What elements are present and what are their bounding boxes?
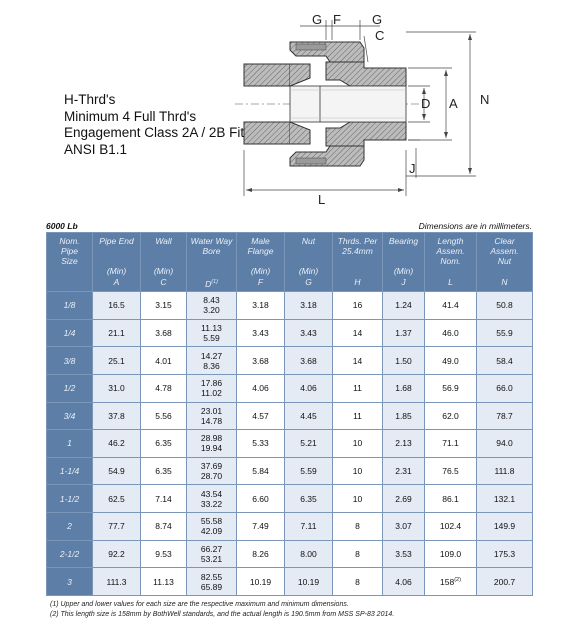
column-header-symbol: N <box>501 277 508 287</box>
cell-n: 132.1 <box>477 485 533 513</box>
cell-f: 7.49 <box>237 513 285 541</box>
column-header <box>285 233 333 292</box>
cell-g: 6.35 <box>285 485 333 513</box>
cell-h: 10 <box>333 485 383 513</box>
cell-g: 5.21 <box>285 430 333 458</box>
cell-l: 41.4 <box>425 292 477 320</box>
cell-d: 8.43 3.20 <box>187 292 237 320</box>
cell-n: 58.4 <box>477 347 533 375</box>
cell-l: 62.0 <box>425 402 477 430</box>
cell-c: 8.74 <box>141 513 187 541</box>
cell-a: 31.0 <box>93 374 141 402</box>
nominal-size-cell: 1-1/2 <box>47 485 93 513</box>
cell-h: 10 <box>333 457 383 485</box>
column-header-title: Length Assem. Nom. <box>436 236 465 266</box>
cell-c: 4.01 <box>141 347 187 375</box>
cell-d: 17.86 11.02 <box>187 374 237 402</box>
cell-h: 10 <box>333 430 383 458</box>
column-header <box>187 233 237 292</box>
dimensions-table <box>46 232 533 596</box>
dim-label-l: L <box>318 192 326 207</box>
column-header-title: Thrds. Per 25.4mm <box>337 236 378 256</box>
cell-f: 3.68 <box>237 347 285 375</box>
cell-n: 55.9 <box>477 319 533 347</box>
table-row <box>47 485 533 513</box>
column-header-symbol: J <box>401 277 406 287</box>
cell-a: 92.2 <box>93 540 141 568</box>
column-header-symbol: A <box>113 277 120 287</box>
cell-g: 4.45 <box>285 402 333 430</box>
cell-j: 3.53 <box>383 540 425 568</box>
nominal-size-cell: 2 <box>47 513 93 541</box>
column-header-title: Nut <box>301 236 316 246</box>
column-header-symbol: $D^{(1)}$ <box>205 278 218 289</box>
nominal-size-cell: 1-1/4 <box>47 457 93 485</box>
dim-label-n: N <box>480 92 490 107</box>
column-header-title: Water Way Bore <box>190 236 233 256</box>
cell-h: 14 <box>333 319 383 347</box>
cell-d: 66.27 53.21 <box>187 540 237 568</box>
nominal-size-cell: 3/8 <box>47 347 93 375</box>
cell-j: 1.85 <box>383 402 425 430</box>
annotation-line: ANSI B1.1 <box>64 141 128 157</box>
cell-a: 16.5 <box>93 292 141 320</box>
table-row <box>47 347 533 375</box>
table-row <box>47 430 533 458</box>
cell-l: 56.9 <box>425 374 477 402</box>
table-row <box>47 292 533 320</box>
cell-l: 109.0 <box>425 540 477 568</box>
table-row <box>47 402 533 430</box>
column-header-symbol: L <box>448 277 453 287</box>
dim-label-f: F <box>333 12 341 27</box>
column-header-symbol: H <box>354 277 361 287</box>
header-row <box>47 233 533 292</box>
dim-label-c: C <box>375 28 385 43</box>
column-header-title: Wall <box>155 236 172 246</box>
dim-label-d: D <box>421 96 431 111</box>
units-note: Dimensions are in millimeters. <box>418 221 532 231</box>
cell-j: 1.50 <box>383 347 425 375</box>
pressure-class-label: 6000 Lb <box>46 221 78 231</box>
cell-f: 8.26 <box>237 540 285 568</box>
footnote-2: (2) This length size is 158mm by BothWell standards, and the actual length is 190.5mm from MSS SP-83 2014. <box>50 611 395 618</box>
nominal-size-cell: 3 <box>47 568 93 596</box>
cell-j: 2.31 <box>383 457 425 485</box>
nominal-size-cell: 1 <box>47 430 93 458</box>
column-header-min: (Min) <box>393 266 414 276</box>
column-header-symbol: F <box>257 277 264 287</box>
nominal-size-cell: 2-1/2 <box>47 540 93 568</box>
cell-g: 7.11 <box>285 513 333 541</box>
cell-c: 11.13 <box>141 568 187 596</box>
table-row <box>47 513 533 541</box>
cell-g: 4.06 <box>285 374 333 402</box>
table-body <box>47 292 533 596</box>
cell-a: 46.2 <box>93 430 141 458</box>
column-header <box>383 233 425 292</box>
cell-l: 86.1 <box>425 485 477 513</box>
cell-h: 16 <box>333 292 383 320</box>
union-fitting-drawing <box>0 0 576 210</box>
cell-g: 3.68 <box>285 347 333 375</box>
column-header-symbol: C <box>160 277 167 287</box>
cell-j: 2.69 <box>383 485 425 513</box>
cell-j: 1.37 <box>383 319 425 347</box>
cell-j: 1.24 <box>383 292 425 320</box>
footnote-1: (1) Upper and lower values for each size are the respective maximum and minimum dimensions. <box>50 601 349 608</box>
cell-n: 175.3 <box>477 540 533 568</box>
annotation-line: H-Thrd's <box>64 92 116 107</box>
dim-label-j: J <box>409 161 416 176</box>
column-header <box>47 233 93 292</box>
cell-l: 158$^{(2)}$ <box>425 568 477 596</box>
column-header-min: (Min) <box>106 266 127 276</box>
annotation-line: Minimum 4 Full Thrd's <box>64 108 197 124</box>
cell-a: 37.8 <box>93 402 141 430</box>
cell-f: 10.19 <box>237 568 285 596</box>
cell-d: 11.13 5.59 <box>187 319 237 347</box>
cell-d: 28.98 19.94 <box>187 430 237 458</box>
cell-j: 4.06 <box>383 568 425 596</box>
annotation-line: Engagement Class 2A / 2B Fit <box>64 125 245 140</box>
cell-g: 3.18 <box>285 292 333 320</box>
cell-n: 78.7 <box>477 402 533 430</box>
cell-l: 76.5 <box>425 457 477 485</box>
column-header-title: Clear Assem. Nut <box>490 236 519 266</box>
cell-l: 71.1 <box>425 430 477 458</box>
table-row <box>47 568 533 596</box>
cell-c: 5.56 <box>141 402 187 430</box>
cell-c: 6.35 <box>141 457 187 485</box>
column-header-min: (Min) <box>153 266 174 276</box>
cell-c: 7.14 <box>141 485 187 513</box>
cell-h: 11 <box>333 374 383 402</box>
column-header-min: (Min) <box>298 266 319 276</box>
thread-annotation <box>64 92 244 158</box>
cell-d: 37.69 28.70 <box>187 457 237 485</box>
column-header-symbol: G <box>305 277 312 287</box>
footnotes <box>50 600 394 620</box>
table-row <box>47 374 533 402</box>
cell-a: 21.1 <box>93 319 141 347</box>
cell-c: 4.78 <box>141 374 187 402</box>
cell-a: 54.9 <box>93 457 141 485</box>
column-header <box>237 233 285 292</box>
cell-g: 10.19 <box>285 568 333 596</box>
cell-l: 46.0 <box>425 319 477 347</box>
cell-n: 200.7 <box>477 568 533 596</box>
cell-d: 14.27 8.36 <box>187 347 237 375</box>
cell-h: 14 <box>333 347 383 375</box>
cell-j: 2.13 <box>383 430 425 458</box>
cell-h: 8 <box>333 568 383 596</box>
cell-n: 111.8 <box>477 457 533 485</box>
cell-n: 149.9 <box>477 513 533 541</box>
column-header-min: (Min) <box>250 266 271 276</box>
cell-h: 8 <box>333 540 383 568</box>
column-header-title: Male Flange <box>247 236 274 256</box>
cell-j: 1.68 <box>383 374 425 402</box>
cell-d: 82.55 65.89 <box>187 568 237 596</box>
cell-c: 3.15 <box>141 292 187 320</box>
column-header-title: Pipe End <box>99 236 134 246</box>
dim-label-g-right: G <box>372 12 383 27</box>
cell-d: 23.01 14.78 <box>187 402 237 430</box>
cell-f: 4.57 <box>237 402 285 430</box>
cell-h: 8 <box>333 513 383 541</box>
cell-a: 77.7 <box>93 513 141 541</box>
cell-c: 6.35 <box>141 430 187 458</box>
nominal-size-cell: 3/4 <box>47 402 93 430</box>
cell-f: 5.33 <box>237 430 285 458</box>
cell-l: 102.4 <box>425 513 477 541</box>
cell-g: 3.43 <box>285 319 333 347</box>
cell-g: 8.00 <box>285 540 333 568</box>
dim-label-g-left: G <box>312 12 323 27</box>
cell-a: 62.5 <box>93 485 141 513</box>
table-row <box>47 319 533 347</box>
cell-j: 3.07 <box>383 513 425 541</box>
cell-f: 3.18 <box>237 292 285 320</box>
column-header <box>477 233 533 292</box>
column-header-title: Bearing <box>388 236 419 246</box>
cell-h: 11 <box>333 402 383 430</box>
cell-a: 111.3 <box>93 568 141 596</box>
nominal-size-cell: 1/4 <box>47 319 93 347</box>
cell-f: 5.84 <box>237 457 285 485</box>
column-header <box>141 233 187 292</box>
cell-c: 3.68 <box>141 319 187 347</box>
column-header <box>333 233 383 292</box>
nominal-size-cell: 1/2 <box>47 374 93 402</box>
cell-l: 49.0 <box>425 347 477 375</box>
cell-n: 66.0 <box>477 374 533 402</box>
cell-a: 25.1 <box>93 347 141 375</box>
cell-n: 50.8 <box>477 292 533 320</box>
cell-n: 94.0 <box>477 430 533 458</box>
dim-label-a: A <box>449 96 458 111</box>
table-row <box>47 540 533 568</box>
column-header <box>93 233 141 292</box>
cell-f: 4.06 <box>237 374 285 402</box>
column-header-title: Nom. Pipe Size <box>59 236 80 266</box>
cell-f: 6.60 <box>237 485 285 513</box>
table-row <box>47 457 533 485</box>
cell-d: 55.58 42.09 <box>187 513 237 541</box>
cell-d: 43.54 33.22 <box>187 485 237 513</box>
cell-f: 3.43 <box>237 319 285 347</box>
cell-c: 9.53 <box>141 540 187 568</box>
cell-g: 5.59 <box>285 457 333 485</box>
nominal-size-cell: 1/8 <box>47 292 93 320</box>
column-header <box>425 233 477 292</box>
